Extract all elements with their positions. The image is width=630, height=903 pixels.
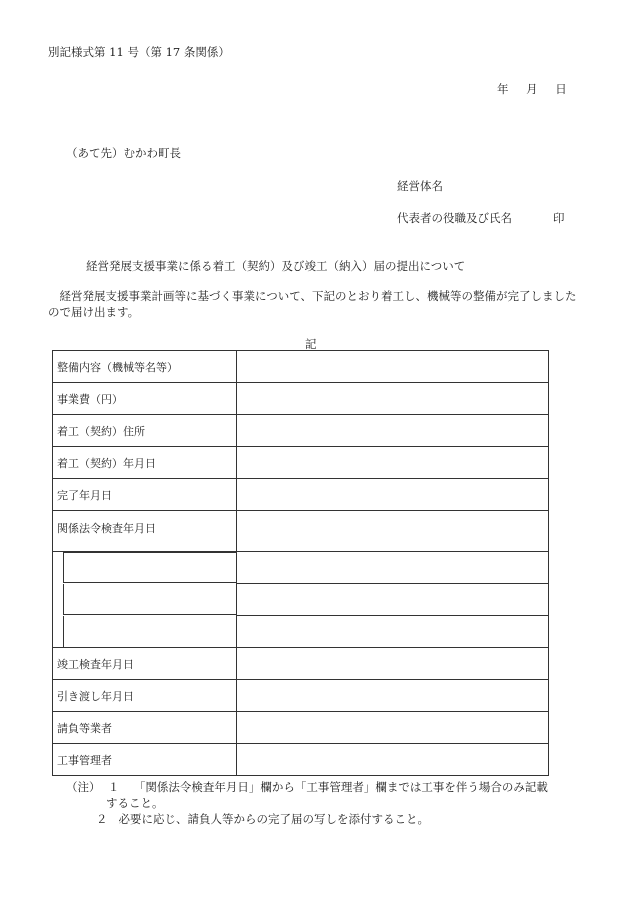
- sub-row-label: [63, 616, 236, 647]
- row-value[interactable]: [237, 447, 549, 479]
- table-row: [53, 584, 549, 616]
- company-name-label: 経営体名: [397, 179, 443, 193]
- row-label: 着工（契約）年月日: [53, 447, 237, 479]
- row-value[interactable]: [237, 616, 549, 648]
- notes: [66, 779, 548, 827]
- table-row: [53, 712, 549, 744]
- row-label: 引き渡し年月日: [53, 680, 237, 712]
- row-value[interactable]: [237, 648, 549, 680]
- sub-row-label: [63, 552, 236, 583]
- table-row: [53, 511, 549, 552]
- table-row: [53, 415, 549, 447]
- note-2: [66, 811, 548, 827]
- table-row: [53, 479, 549, 511]
- row-value[interactable]: [237, 712, 549, 744]
- row-value[interactable]: [237, 351, 549, 383]
- table-row: [53, 447, 549, 479]
- row-label: 関係法令検査年月日: [53, 511, 237, 552]
- document-title: 経営発展支援事業に係る着工（契約）及び竣工（納入）届の提出について: [86, 259, 466, 273]
- row-value[interactable]: [237, 552, 549, 584]
- notes-prefix: （注）: [66, 780, 101, 794]
- body-text: 経営発展支援事業計画等に基づく事業について、下記のとおり着工し、機械等の整備が完了しましたので届け出ます。: [48, 289, 577, 319]
- row-label: 事業費（円）: [53, 383, 237, 415]
- note-1-text: 「関係法令検査年月日」欄から「工事管理者」欄までは工事を伴う場合のみ記載: [133, 780, 548, 794]
- sub-row-label-cell: [53, 552, 237, 584]
- row-value[interactable]: [237, 680, 549, 712]
- row-value[interactable]: [237, 511, 549, 552]
- table-row: [53, 351, 549, 383]
- sub-row-label-cell: [53, 584, 237, 616]
- representative-label: 代表者の役職及び氏名: [397, 211, 512, 225]
- report-table: [52, 350, 549, 776]
- seal-label: 印: [553, 211, 565, 225]
- row-value[interactable]: [237, 744, 549, 776]
- note-2-number: ２: [96, 812, 108, 826]
- row-label: 整備内容（機械等名等）: [53, 351, 237, 383]
- row-value[interactable]: [237, 584, 549, 616]
- table-row: [53, 383, 549, 415]
- form-number: 別記様式第 11 号（第 17 条関係）: [48, 45, 230, 59]
- table-row: [53, 616, 549, 648]
- date-line: 年 月 日: [497, 82, 567, 96]
- row-value[interactable]: [237, 383, 549, 415]
- ki-label: 記: [305, 337, 317, 351]
- row-value[interactable]: [237, 479, 549, 511]
- row-label: 請負等業者: [53, 712, 237, 744]
- note-1: [66, 779, 548, 795]
- addressee: （あて先）むかわ町長: [66, 146, 181, 160]
- table-row: [53, 552, 549, 584]
- row-label: 竣工検査年月日: [53, 648, 237, 680]
- note-1-continued: すること。: [106, 796, 164, 810]
- row-label: 着工（契約）住所: [53, 415, 237, 447]
- sub-row-label-cell: [53, 616, 237, 648]
- row-value[interactable]: [237, 415, 549, 447]
- row-label: 完了年月日: [53, 479, 237, 511]
- table-row: [53, 744, 549, 776]
- row-label: 工事管理者: [53, 744, 237, 776]
- note-1-number: １: [107, 780, 120, 794]
- note-2-text: 必要に応じ、請負人等からの完了届の写しを添付すること。: [118, 812, 429, 826]
- sub-row-label: [63, 584, 236, 615]
- table-row: [53, 648, 549, 680]
- table-row: [53, 680, 549, 712]
